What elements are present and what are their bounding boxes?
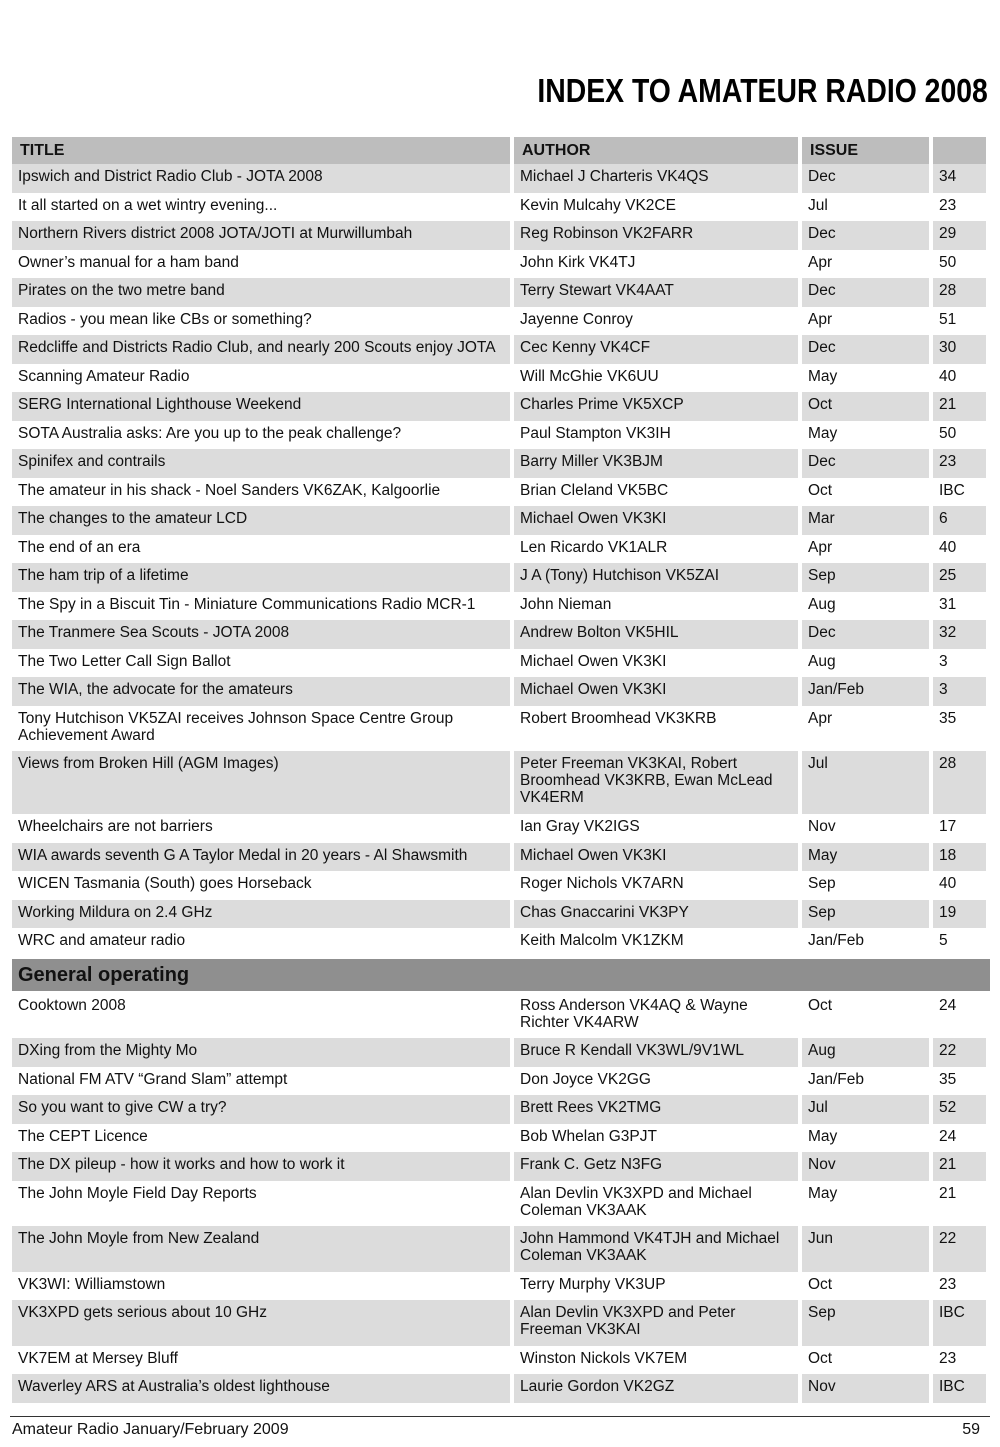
table-row (12, 1152, 990, 1181)
cell-author: John Hammond VK4TJH and Michael Coleman VK3AAK (514, 1226, 802, 1272)
cell-author: Reg Robinson VK2FARR (514, 221, 802, 250)
table-row (12, 900, 990, 929)
cell-author: Frank C. Getz N3FG (514, 1152, 802, 1181)
cell-issue: Oct (802, 1272, 933, 1301)
table-row (12, 871, 990, 900)
cell-issue: Jul (802, 751, 933, 814)
cell-issue: Mar (802, 506, 933, 535)
table-row (12, 364, 990, 393)
table-row (12, 307, 990, 336)
section-body (12, 993, 990, 1403)
cell-title: So you want to give CW a try? (12, 1095, 514, 1124)
table-row (12, 1374, 990, 1403)
cell-title: The Spy in a Biscuit Tin - Miniature Communications Radio MCR-1 (12, 592, 514, 621)
cell-title: Redcliffe and Districts Radio Club, and nearly 200 Scouts enjoy JOTA (12, 335, 514, 364)
cell-title: DXing from the Mighty Mo (12, 1038, 514, 1067)
cell-author: Charles Prime VK5XCP (514, 392, 802, 421)
cell-title: VK3XPD gets serious about 10 GHz (12, 1300, 514, 1346)
cell-issue: Oct (802, 1346, 933, 1375)
table-row (12, 1300, 990, 1346)
cell-author: Roger Nichols VK7ARN (514, 871, 802, 900)
cell-author: Ross Anderson VK4AQ & Wayne Richter VK4ARW (514, 993, 802, 1039)
cell-title: Views from Broken Hill (AGM Images) (12, 751, 514, 814)
table-row (12, 1226, 990, 1272)
cell-issue: Sep (802, 563, 933, 592)
cell-page: 22 (933, 1038, 990, 1067)
table-row (12, 1272, 990, 1301)
cell-title: Owner’s manual for a ham band (12, 250, 514, 279)
cell-page: 23 (933, 1272, 990, 1301)
cell-issue: Dec (802, 278, 933, 307)
cell-title: Spinifex and contrails (12, 449, 514, 478)
cell-title: Cooktown 2008 (12, 993, 514, 1039)
cell-page: 52 (933, 1095, 990, 1124)
cell-page: 18 (933, 843, 990, 872)
cell-issue: Sep (802, 1300, 933, 1346)
cell-title: It all started on a wet wintry evening... (12, 193, 514, 222)
cell-issue: Oct (802, 478, 933, 507)
cell-title: SERG International Lighthouse Weekend (12, 392, 514, 421)
cell-issue: Jan/Feb (802, 928, 933, 957)
cell-author: Paul Stampton VK3IH (514, 421, 802, 450)
cell-page: IBC (933, 478, 990, 507)
cell-author: Keith Malcolm VK1ZKM (514, 928, 802, 957)
cell-title: Pirates on the two metre band (12, 278, 514, 307)
table-header (12, 137, 990, 164)
table-row (12, 843, 990, 872)
cell-title: National FM ATV “Grand Slam” attempt (12, 1067, 514, 1096)
table-row (12, 392, 990, 421)
cell-title: The changes to the amateur LCD (12, 506, 514, 535)
page-title: INDEX TO AMATEUR RADIO 2008 (537, 72, 988, 109)
cell-page: 23 (933, 193, 990, 222)
cell-title: The CEPT Licence (12, 1124, 514, 1153)
cell-page: 3 (933, 649, 990, 678)
cell-author: Michael Owen VK3KI (514, 649, 802, 678)
footer-publication: Amateur Radio January/February 2009 (12, 1421, 289, 1438)
table-row (12, 928, 990, 957)
cell-issue: Apr (802, 535, 933, 564)
cell-page: 34 (933, 164, 990, 193)
cell-author: Michael Owen VK3KI (514, 843, 802, 872)
cell-issue: Nov (802, 814, 933, 843)
cell-title: The ham trip of a lifetime (12, 563, 514, 592)
column-header-page (933, 137, 990, 164)
cell-page: 19 (933, 900, 990, 929)
table-row (12, 1346, 990, 1375)
cell-page: 17 (933, 814, 990, 843)
table-row (12, 164, 990, 193)
table-row (12, 563, 990, 592)
cell-author: Chas Gnaccarini VK3PY (514, 900, 802, 929)
cell-title: Northern Rivers district 2008 JOTA/JOTI at Murwillumbah (12, 221, 514, 250)
cell-author: Michael Owen VK3KI (514, 506, 802, 535)
table-row (12, 1095, 990, 1124)
cell-title: The John Moyle Field Day Reports (12, 1181, 514, 1227)
cell-title: VK3WI: Williamstown (12, 1272, 514, 1301)
table-row (12, 193, 990, 222)
table-row (12, 506, 990, 535)
table-row (12, 649, 990, 678)
cell-issue: Dec (802, 164, 933, 193)
table-row (12, 993, 990, 1039)
cell-page: 50 (933, 250, 990, 279)
cell-author: Barry Miller VK3BJM (514, 449, 802, 478)
cell-author: John Kirk VK4TJ (514, 250, 802, 279)
cell-author: Alan Devlin VK3XPD and Michael Coleman VK3AAK (514, 1181, 802, 1227)
table-row (12, 1067, 990, 1096)
cell-author: Bruce R Kendall VK3WL/9V1WL (514, 1038, 802, 1067)
cell-page: 21 (933, 1181, 990, 1227)
section-title: General operating (12, 959, 990, 991)
cell-page: IBC (933, 1300, 990, 1346)
cell-title: Radios - you mean like CBs or something? (12, 307, 514, 336)
cell-author: Don Joyce VK2GG (514, 1067, 802, 1096)
cell-page: 40 (933, 364, 990, 393)
table-row (12, 278, 990, 307)
table-row (12, 335, 990, 364)
table-row (12, 1181, 990, 1227)
cell-page: 23 (933, 1346, 990, 1375)
cell-issue: Apr (802, 706, 933, 752)
footer-divider (10, 1416, 990, 1417)
cell-author: Brian Cleland VK5BC (514, 478, 802, 507)
cell-author: Will McGhie VK6UU (514, 364, 802, 393)
table-row (12, 535, 990, 564)
cell-issue: May (802, 843, 933, 872)
cell-issue: May (802, 1124, 933, 1153)
cell-issue: Dec (802, 620, 933, 649)
cell-issue: Jan/Feb (802, 677, 933, 706)
cell-title: SOTA Australia asks: Are you up to the peak challenge? (12, 421, 514, 450)
cell-page: 21 (933, 392, 990, 421)
cell-issue: Apr (802, 250, 933, 279)
cell-issue: May (802, 421, 933, 450)
table-row (12, 221, 990, 250)
cell-author: Kevin Mulcahy VK2CE (514, 193, 802, 222)
cell-title: Tony Hutchison VK5ZAI receives Johnson Space Centre Group Achievement Award (12, 706, 514, 752)
cell-page: 29 (933, 221, 990, 250)
cell-page: 35 (933, 1067, 990, 1096)
table-row (12, 814, 990, 843)
table-row (12, 1124, 990, 1153)
cell-issue: Sep (802, 871, 933, 900)
table-row (12, 1038, 990, 1067)
cell-title: The amateur in his shack - Noel Sanders VK6ZAK, Kalgoorlie (12, 478, 514, 507)
cell-title: VK7EM at Mersey Bluff (12, 1346, 514, 1375)
table-row (12, 421, 990, 450)
cell-page: 23 (933, 449, 990, 478)
cell-issue: Oct (802, 392, 933, 421)
cell-author: Bob Whelan G3PJT (514, 1124, 802, 1153)
cell-issue: Jun (802, 1226, 933, 1272)
cell-author: Laurie Gordon VK2GZ (514, 1374, 802, 1403)
cell-author: John Nieman (514, 592, 802, 621)
table-row (12, 677, 990, 706)
cell-page: 28 (933, 751, 990, 814)
cell-page: 24 (933, 1124, 990, 1153)
cell-title: WICEN Tasmania (South) goes Horseback (12, 871, 514, 900)
cell-page: 5 (933, 928, 990, 957)
cell-issue: May (802, 1181, 933, 1227)
cell-author: Michael Owen VK3KI (514, 677, 802, 706)
cell-title: Waverley ARS at Australia’s oldest lighthouse (12, 1374, 514, 1403)
column-header-title: TITLE (12, 137, 514, 164)
cell-issue: Jul (802, 1095, 933, 1124)
cell-issue: Oct (802, 993, 933, 1039)
table-row (12, 592, 990, 621)
cell-issue: Aug (802, 649, 933, 678)
table-row (12, 478, 990, 507)
cell-issue: Aug (802, 1038, 933, 1067)
cell-author: Ian Gray VK2IGS (514, 814, 802, 843)
cell-title: The Tranmere Sea Scouts - JOTA 2008 (12, 620, 514, 649)
cell-issue: Dec (802, 335, 933, 364)
cell-page: 50 (933, 421, 990, 450)
cell-page: 3 (933, 677, 990, 706)
cell-author: Terry Stewart VK4AAT (514, 278, 802, 307)
table-row (12, 706, 990, 752)
cell-issue: Aug (802, 592, 933, 621)
cell-page: 21 (933, 1152, 990, 1181)
cell-page: IBC (933, 1374, 990, 1403)
cell-issue: May (802, 364, 933, 393)
footer-page-number: 59 (962, 1421, 980, 1438)
cell-author: Peter Freeman VK3KAI, Robert Broomhead VK3KRB, Ewan McLead VK4ERM (514, 751, 802, 814)
cell-title: The end of an era (12, 535, 514, 564)
cell-title: The WIA, the advocate for the amateurs (12, 677, 514, 706)
cell-title: WRC and amateur radio (12, 928, 514, 957)
cell-author: Jayenne Conroy (514, 307, 802, 336)
cell-page: 22 (933, 1226, 990, 1272)
cell-page: 35 (933, 706, 990, 752)
cell-author: Robert Broomhead VK3KRB (514, 706, 802, 752)
cell-title: Wheelchairs are not barriers (12, 814, 514, 843)
cell-page: 6 (933, 506, 990, 535)
cell-title: Working Mildura on 2.4 GHz (12, 900, 514, 929)
cell-author: J A (Tony) Hutchison VK5ZAI (514, 563, 802, 592)
cell-title: Scanning Amateur Radio (12, 364, 514, 393)
cell-author: Michael J Charteris VK4QS (514, 164, 802, 193)
cell-issue: Apr (802, 307, 933, 336)
cell-issue: Dec (802, 221, 933, 250)
cell-page: 40 (933, 535, 990, 564)
cell-title: The Two Letter Call Sign Ballot (12, 649, 514, 678)
cell-title: WIA awards seventh G A Taylor Medal in 20 years - Al Shawsmith (12, 843, 514, 872)
cell-issue: Dec (802, 449, 933, 478)
cell-author: Cec Kenny VK4CF (514, 335, 802, 364)
column-header-author: AUTHOR (514, 137, 802, 164)
cell-page: 51 (933, 307, 990, 336)
cell-title: The DX pileup - how it works and how to work it (12, 1152, 514, 1181)
section-header (12, 959, 990, 991)
table-row (12, 751, 990, 814)
cell-author: Len Ricardo VK1ALR (514, 535, 802, 564)
cell-author: Terry Murphy VK3UP (514, 1272, 802, 1301)
table-row (12, 250, 990, 279)
cell-issue: Jan/Feb (802, 1067, 933, 1096)
cell-page: 30 (933, 335, 990, 364)
cell-page: 28 (933, 278, 990, 307)
column-header-issue: ISSUE (802, 137, 933, 164)
cell-title: Ipswich and District Radio Club - JOTA 2008 (12, 164, 514, 193)
cell-page: 40 (933, 871, 990, 900)
index-table (12, 137, 990, 1403)
table-row (12, 449, 990, 478)
table-row (12, 620, 990, 649)
table-body (12, 164, 990, 957)
cell-page: 25 (933, 563, 990, 592)
cell-issue: Nov (802, 1152, 933, 1181)
cell-issue: Sep (802, 900, 933, 929)
cell-page: 31 (933, 592, 990, 621)
cell-author: Winston Nickols VK7EM (514, 1346, 802, 1375)
cell-author: Alan Devlin VK3XPD and Peter Freeman VK3KAI (514, 1300, 802, 1346)
cell-page: 24 (933, 993, 990, 1039)
cell-issue: Nov (802, 1374, 933, 1403)
cell-issue: Jul (802, 193, 933, 222)
cell-author: Brett Rees VK2TMG (514, 1095, 802, 1124)
cell-title: The John Moyle from New Zealand (12, 1226, 514, 1272)
cell-page: 32 (933, 620, 990, 649)
cell-author: Andrew Bolton VK5HIL (514, 620, 802, 649)
